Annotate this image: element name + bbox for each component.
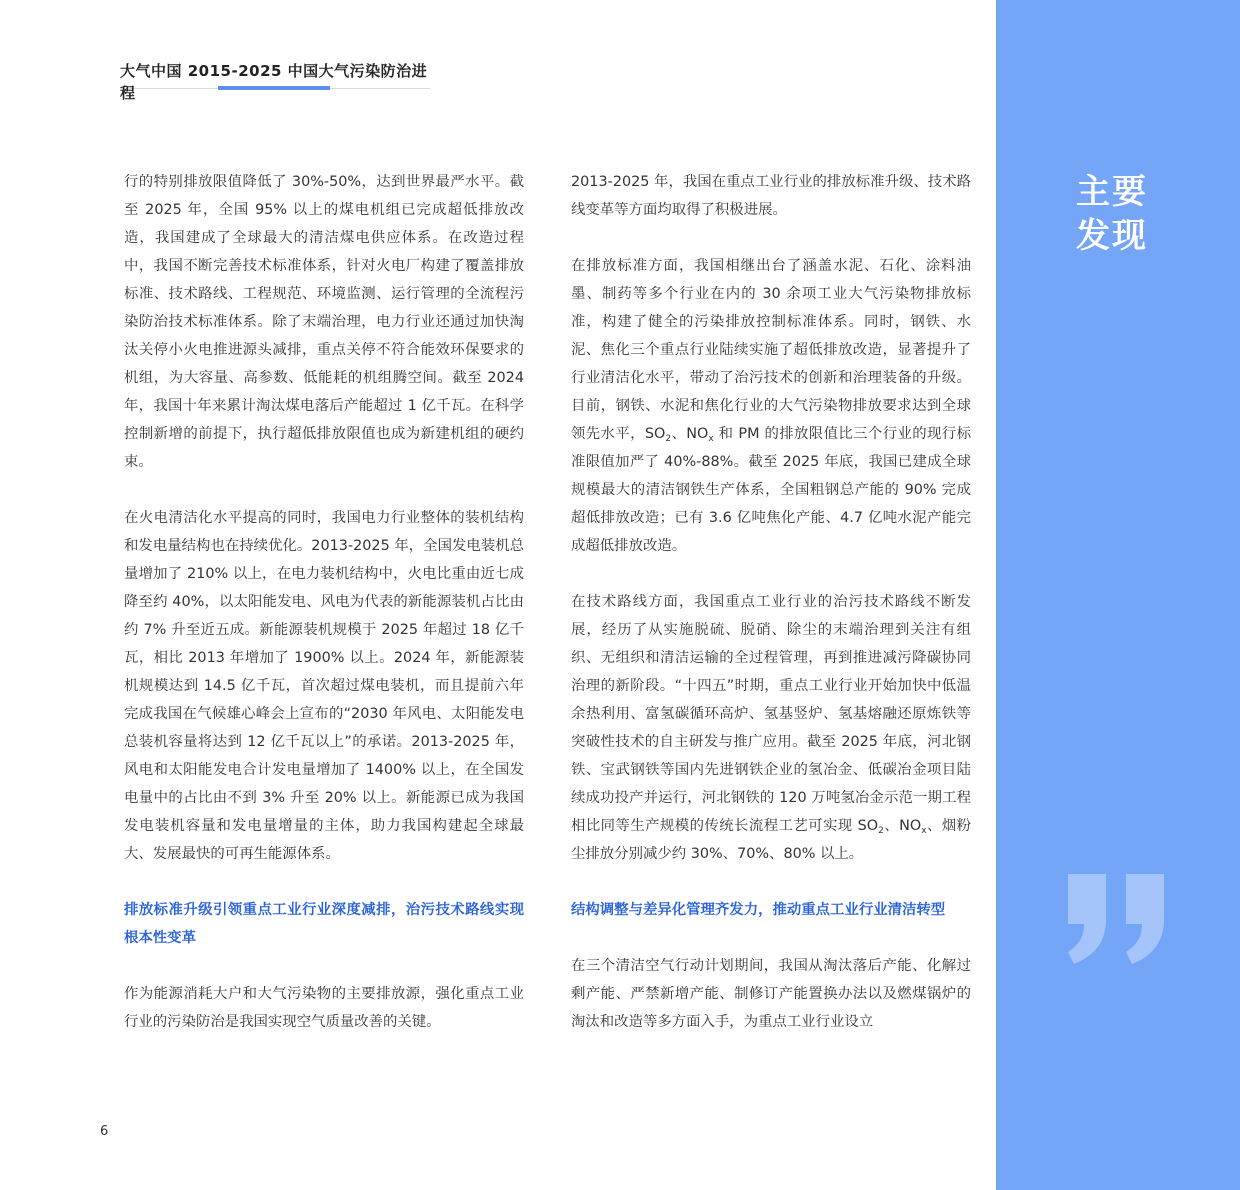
right-paragraph-3 <box>571 588 971 868</box>
sidebar-title-line-2: 发现 <box>1076 216 1148 256</box>
running-header <box>120 60 430 102</box>
header-accent-bar <box>218 86 330 90</box>
text-run: 、NO <box>883 818 922 834</box>
subscript: x <box>921 826 927 836</box>
sidebar-title-line-1: 主要 <box>1076 172 1148 212</box>
left-paragraph-1: 行的特别排放限值降低了 30%-50%，达到世界最严水平。截至 2025 年，全国 95% 以上的煤电机组已完成超低排放改造，我国建成了全球最大的清洁煤电供应体系。在改造过程中，我国不断完善技术标准体系，针对火电厂构建了覆盖排放标准、技术路线、工程规范、环境监测、运行管理的全流程污染防治技术标准体系。除了末端治理，电力行业还通过加快淘汰关停小火电推进源头减排，重点关停不符合能效环保要求的机组，为大容量、高参数、低能耗的机组腾空间。截至 2024 年，我国十年来累计淘汰煤电落后产能超过 1 亿千瓦。在科学控制新增的前提下，执行超低排放限值也成为新建机组的硬约束。 <box>124 174 524 470</box>
left-column <box>124 168 524 1064</box>
subscript: 2 <box>878 826 884 836</box>
subscript: 2 <box>665 434 672 444</box>
sidebar-panel <box>996 0 1240 1190</box>
header-title: 大气中国 2015-2025 中国大气污染防治进程 <box>120 62 428 102</box>
left-paragraph-3: 作为能源消耗大户和大气污染物的主要排放源，强化重点工业行业的污染防治是我国实现空气质量改善的关键。 <box>124 986 524 1030</box>
text-run: 和 PM 的排放限值比三个行业的现行标准限值加严了 40%-88%。截至 2025 年底，我国已建成全球规模最大的清洁钢铁生产体系，全国粗钢总产能的 90% 完成超低排放改造；已有 3.6 亿吨焦化产能、4.7 亿吨水泥产能完成超低排放改造。 <box>571 426 971 554</box>
page-number: 6 <box>100 1124 109 1139</box>
sidebar-title <box>1076 170 1166 258</box>
right-paragraph-4: 在三个清洁空气行动计划期间，我国从淘汰落后产能、化解过剩产能、严禁新增产能、制修订产能置换办法以及燃煤锅炉的淘汰和改造等多方面入手，为重点工业行业设立 <box>571 958 971 1030</box>
text-run: 、烟粉尘排放分别减少约 30%、70%、80% 以上。 <box>571 818 971 862</box>
right-paragraph-1: 2013-2025 年，我国在重点工业行业的排放标准升级、技术路线变革等方面均取得了积极进展。 <box>571 174 971 218</box>
right-paragraph-2 <box>571 252 971 560</box>
text-run: 、NO <box>671 426 709 442</box>
text-run: 在排放标准方面，我国相继出台了涵盖水泥、石化、涂料油墨、制药等多个行业在内的 30 余项工业大气污染物排放标准，构建了健全的污染排放控制标准体系。同时，钢铁、水泥、焦化三个重点行业陆续实施了超低排放改造，显著提升了行业清洁化水平，带动了治污技术的创新和治理装备的升级。目前，钢铁、水泥和焦化行业的大气污染物排放要求达到全球领先水平，SO <box>571 258 971 442</box>
section-heading-emission-standards: 排放标准升级引领重点工业行业深度减排，治污技术路线实现根本性变革 <box>124 902 524 946</box>
text-run: 在技术路线方面，我国重点工业行业的治污技术路线不断发展，经历了从实施脱硫、脱硝、除尘的末端治理到关注有组织、无组织和清洁运输的全过程管理，再到推进减污降碳协同治理的新阶段。“十四五”时期，重点工业行业开始加快中低温余热利用、富氢碳循环高炉、氢基竖炉、氢基熔融还原炼铁等突破性技术的自主研发与推广应用。截至 2025 年底，河北钢铁、宝武钢铁等国内先进钢铁企业的氢冶金、低碳冶金项目陆续成功投产并运行，河北钢铁的 120 万吨氢冶金示范一期工程相比同等生产规模的传统长流程工艺可实现 SO <box>571 594 971 834</box>
section-heading-structural-adjustment: 结构调整与差异化管理齐发力，推动重点工业行业清洁转型 <box>571 902 946 918</box>
right-column <box>571 168 971 1064</box>
left-paragraph-2: 在火电清洁化水平提高的同时，我国电力行业整体的装机结构和发电量结构也在持续优化。2013-2025 年，全国发电装机总量增加了 210% 以上，在电力装机结构中，火电比重由近七成降至约 40%，以太阳能发电、风电为代表的新能源装机占比由约 7% 升至近五成。新能源装机规模于 2025 年超过 18 亿千瓦，相比 2013 年增加了 1900% 以上。2024 年，新能源装机规模达到 14.5 亿千瓦，首次超过煤电装机，而且提前六年完成我国在气候雄心峰会上宣布的“2030 年风电、太阳能发电总装机容量将达到 12 亿千瓦以上”的承诺。2013-2025 年，风电和太阳能发电合计发电量增加了 1400% 以上，在全国发电量中的占比由不到 3% 升至 20% 以上。新能源已成为我国发电装机容量和发电量增量的主体，助力我国构建起全球最大、发展最快的可再生能源体系。 <box>124 510 524 862</box>
subscript: x <box>708 434 714 444</box>
closing-quote-icon <box>1060 842 1180 972</box>
